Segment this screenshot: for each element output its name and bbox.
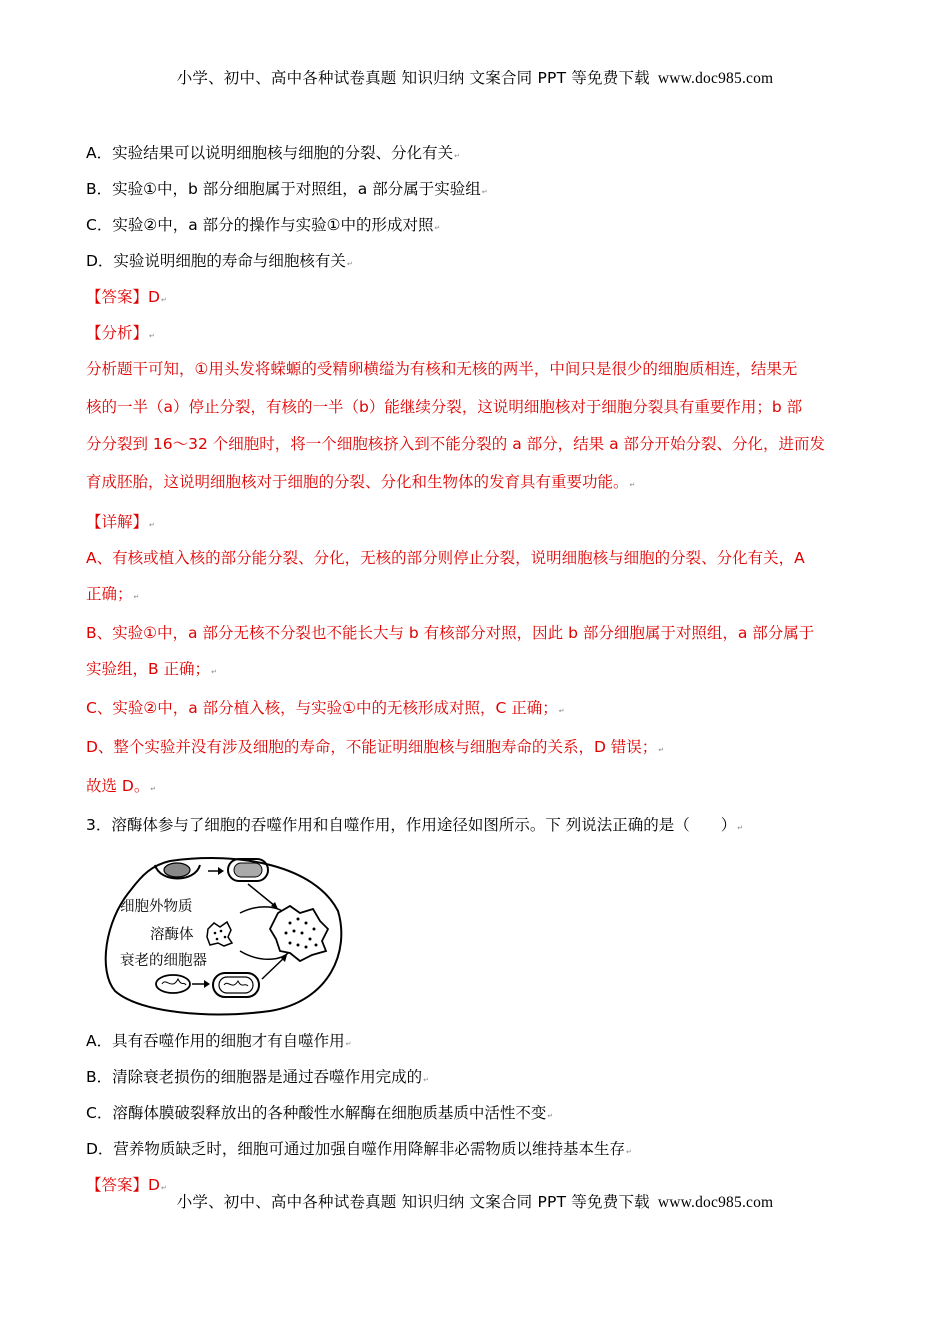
q3-option-c: C．溶酶体膜破裂释放出的各种酸性水解酶在细胞质基质中活性不变↵ [86,1104,554,1122]
q3-answer: 【答案】D↵ [86,1176,167,1194]
q2-analysis-text: 分析题干可知，①用头发将蝾螈的受精卵横缢为有核和无核的两半，中间只是很少的细胞质相连，结果无 核的一半（a）停止分裂，有核的一半（b）能继续分裂，这说明细胞核对于细胞分裂具有重要作用；b 部 分分裂到 16～32 个细胞时，将一个细胞核挤入到不能分裂的 a 部分，结果 a 部分开始分裂、分化，进而发 育成胚胎，这说明细胞核对于细胞的分裂、分化和生物体的发育具有重要功能。↵ [86,360,826,491]
q3-option-d: D．营养物质缺乏时，细胞可通过加强自噬作用降解非必需物质以维持基本生存↵ [86,1140,632,1158]
q2-option-a: A．实验结果可以说明细胞核与细胞的分裂、分化有关↵ [86,144,460,162]
autolysosome [270,906,328,961]
lysosome-small [207,922,232,946]
q3-stem: 3．溶酶体参与了细胞的吞噬作用和自噬作用，作用途径如图所示。下 列说法正确的是（ ）↵ [86,816,744,834]
header-site-link[interactable]: www.doc985.com [657,70,774,87]
lysosome-diagram [100,851,350,1019]
q2-answer: 【答案】D↵ [86,288,167,306]
document-body [86,143,866,1211]
page-header [0,66,950,88]
footer-text: 小学、初中、高中各种试卷真题 知识归纳 文案合同 PPT 等免费下载 [176,1193,650,1211]
autophagosome [213,973,259,997]
footer-site-link[interactable]: www.doc985.com [657,1194,774,1211]
q2-analysis-title: 【分析】↵ [86,324,155,342]
lysosome-diagram-svg [100,851,350,1019]
aging-organelle [156,975,190,993]
phagosome-forming [155,863,200,879]
q2-option-c: C．实验②中，a 部分的操作与实验①中的形成对照↵ [86,216,441,234]
q2-option-d: D．实验说明细胞的寿命与细胞核有关↵ [86,252,353,270]
q3-option-b: B．清除衰老损伤的细胞器是通过吞噬作用完成的↵ [86,1068,430,1086]
q2-detail-title: 【详解】↵ [86,513,155,531]
header-text: 小学、初中、高中各种试卷真题 知识归纳 文案合同 PPT 等免费下载 [176,69,650,87]
q2-options [86,143,866,275]
label-aging-organelle: 衰老的细胞器 [120,953,207,969]
q2-option-b: B．实验①中，b 部分细胞属于对照组，a 部分属于实验组↵ [86,180,488,198]
page-footer [0,1190,950,1212]
q3-option-a: A．具有吞噬作用的细胞才有自噬作用↵ [86,1032,352,1050]
arrow-2 [248,884,275,906]
q2-detail-text: A、有核或植入核的部分能分裂、分化，无核的部分则停止分裂，说明细胞核与细胞的分裂、分化有关，A 正确；↵ B、实验①中，a 部分无核不分裂也不能长大与 b 有核部分对照，因此 b 部分细胞属于对照组，a 部分属于 实验组，B 正确；↵ C、实验②中，a 部分植入核，与实验①中的无核形成对照，C 正确；↵ D、整个实验并没有涉及细胞的寿命，不能证明细胞核与细胞寿命的关系，D 错误；↵ 故选 D。↵ [86,549,815,795]
arrow-6 [262,957,285,979]
label-lysosome: 溶酶体 [150,927,194,943]
q3-options [86,1031,866,1163]
label-extracellular: 细胞外物质 [120,899,193,915]
